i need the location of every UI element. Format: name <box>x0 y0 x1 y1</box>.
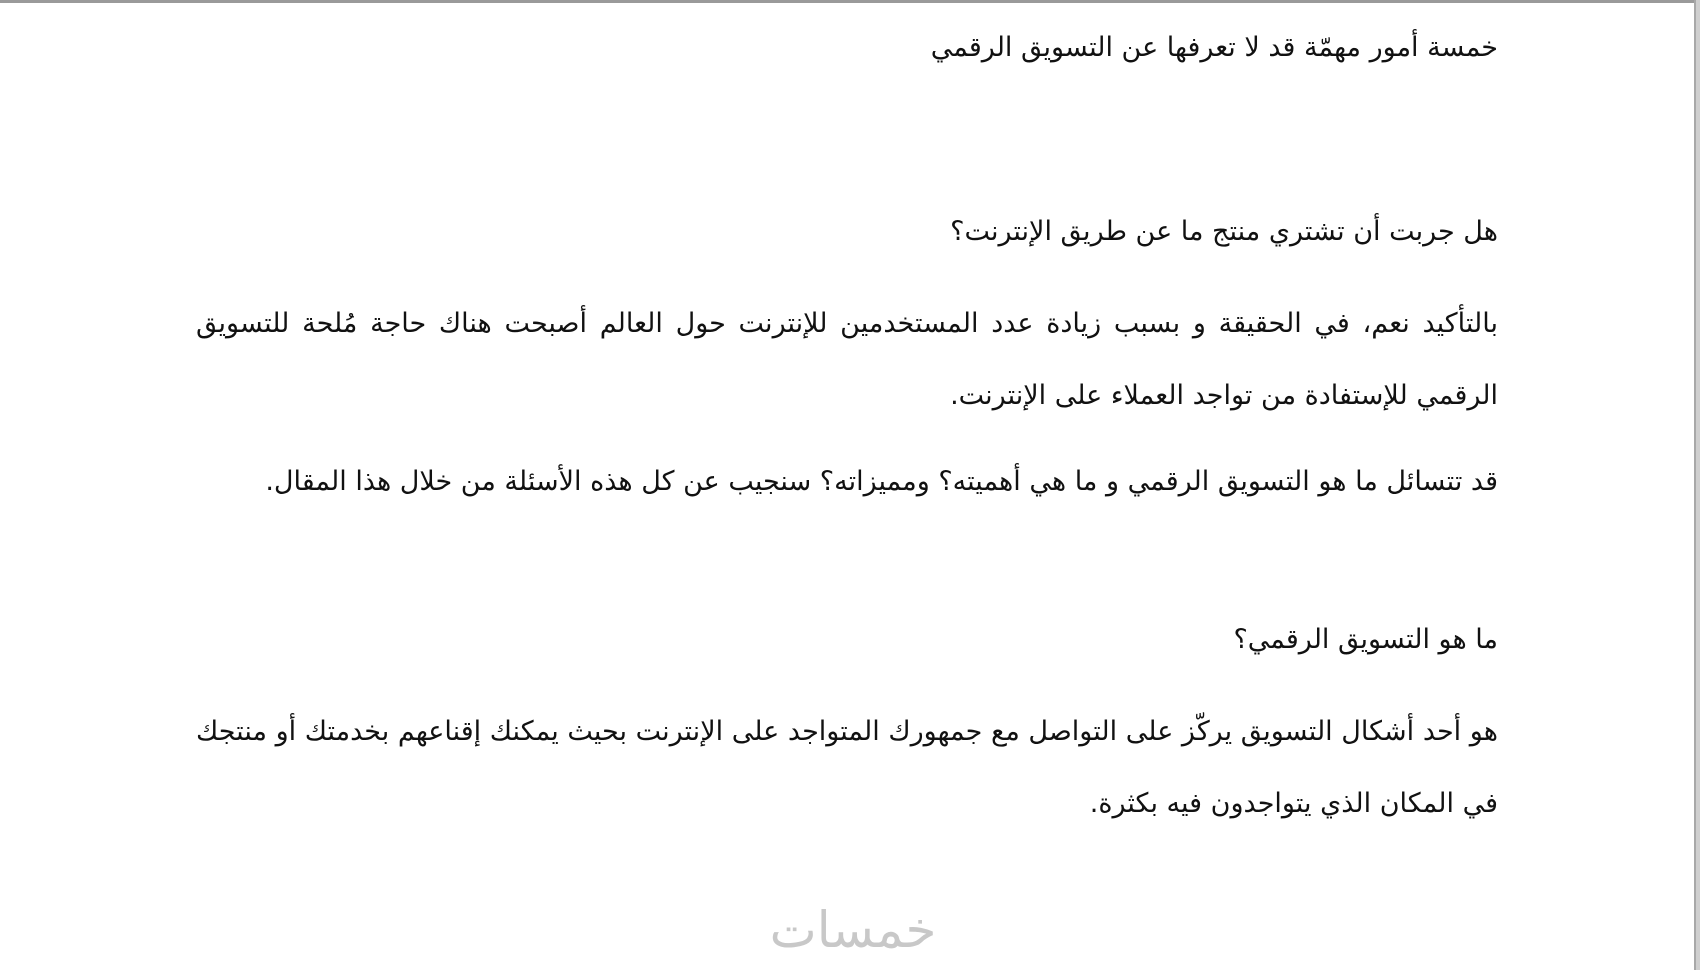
section-heading: ما هو التسويق الرقمي؟ <box>1233 624 1498 655</box>
question-heading: هل جربت أن تشتري منتج ما عن طريق الإنترنت؟ <box>950 216 1498 247</box>
paragraph-definition: هو أحد أشكال التسويق يركّز على التواصل مع جمهورك المتواجد على الإنترنت بحيث يمكنك إقناعهم بخدمتك أو منتجك في المكان الذي يتواجدون فيه بكثرة. <box>196 716 1498 819</box>
document-title: خمسة أمور مهمّة قد لا تعرفها عن التسويق الرقمي <box>930 32 1498 63</box>
watermark-logo: خمسات <box>769 901 937 959</box>
paragraph-intro: بالتأكيد نعم، في الحقيقة و بسبب زيادة عدد المستخدمين للإنترنت حول العالم أصبحت هناك حاجة مُلحة للتسويق الرقمي للإستفادة من تواجد العملاء على الإنترنت. <box>196 308 1498 411</box>
paragraph-questions: قد تتسائل ما هو التسويق الرقمي و ما هي أهميته؟ ومميزاته؟ سنجيب عن كل هذه الأسئلة من خلال هذا المقال. <box>265 466 1498 497</box>
